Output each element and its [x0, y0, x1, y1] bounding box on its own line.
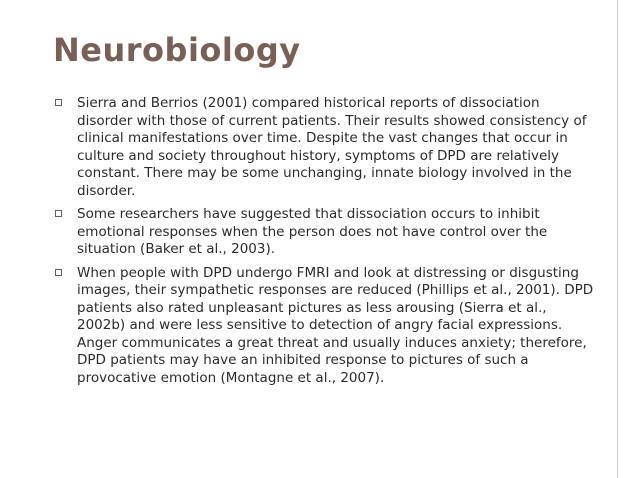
bullet-item [53, 265, 595, 388]
bullet-list [53, 95, 595, 393]
bullet-text: Some researchers have suggested that dissociation occurs to inhibit emotional responses when the person does not have control over the situation (Baker et al., 2003). [77, 206, 548, 257]
bullet-item [53, 95, 595, 200]
bullet-text: Sierra and Berrios (2001) compared historical reports of dissociation disorder with those of current patients. Their results showed consistency of clinical manifestations over time. Despite the vast changes that occur in culture and society throughout history, symptoms of DPD are relatively constant. There may be some unchanging, innate biology involved in the disorder. [77, 95, 587, 199]
bullet-text: When people with DPD undergo FMRI and look at distressing or disgusting images, their sympathetic responses are reduced (Phillips et al., 2001). DPD patients also rated unpleasant pictures as less arousing (Sierra et al., 2002b) and were less sensitive to detection of angry facial expressions. Anger communicates a great threat and usually induces anxiety; therefore, DPD patients may have an inhibited response to pictures of such a provocative emotion (Montagne et al., 2007). [77, 264, 594, 386]
bullet-item [53, 206, 595, 259]
square-bullet-icon [55, 210, 62, 217]
right-divider-line [617, 0, 618, 478]
square-bullet-icon [55, 99, 62, 106]
square-bullet-icon [55, 269, 62, 276]
slide-title: Neurobiology [53, 31, 301, 69]
